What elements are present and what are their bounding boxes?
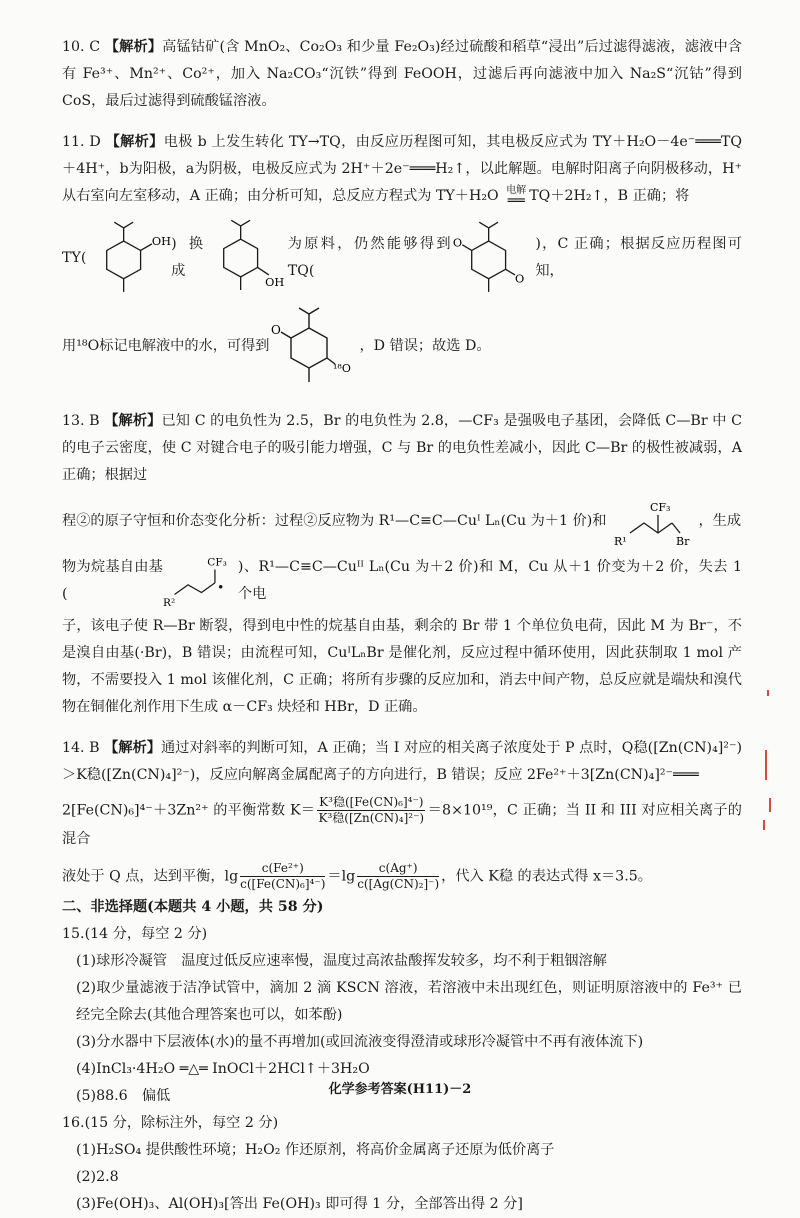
- question-number: 14. B: [62, 740, 100, 756]
- svg-text:CF₃: CF₃: [207, 556, 227, 569]
- answer-text: 电极 b 上发生转化 TY→TQ，由反应历程图可知，其电极反应式为 TY＋H₂O－4e⁻═══TQ＋4H⁺，b为阳极，a为阴极，电极反应式为 2H⁺＋2e⁻═══H₂↑，以此解题。电解时阳离子向阴极移动，H⁺从右室向左室移动，A 正确；由分析可知，总反应方程式为 TY＋H₂O: [62, 134, 742, 204]
- answer-line: (4)InCl₃·4H₂O ═△═ InOCl＋2HCl↑＋3H₂O: [76, 1061, 370, 1077]
- analysis-tag: 【解析】: [105, 134, 164, 150]
- question-number: 10. C: [62, 39, 101, 55]
- answer-14: 14. B 【解析】通过对斜率的判断可知，A 正确；当 I 对应的相关离子浓度处于 P 点时，Q稳([Zn(CN)₄]²⁻)＞K稳([Zn(CN)₄]²⁻)，反应向解离金属配离子的方向进行，B 错误；反应 2Fe²⁺＋3[Zn(CN)₄]²⁻═══ 2[Fe(CN)₆]⁴⁻＋3Zn²⁺ 的平衡常数 K＝ $\frac{\text{K³稳([Fe(CN)₆]⁴⁻)}}{\text{K³稳([Zn(CN)₄]²⁻)}}$ ＝8×10¹⁹，C 正确；当 II 和 III 对应相关离子的混合 液处于 Q 点，达到平衡，lg $\frac{\text{c(Fe²⁺)}}{\text{c([Fe(CN)₆]⁴⁻)}}$ ＝lg $\frac{c(Ag^+)}{\text{c([Ag(CN)₂]⁻)}}$ ，代入 K稳 的表达式得 x＝3.5。: [62, 740, 743, 891]
- fe-ratio-fraction: $\frac{\text{c(Fe²⁺)}}{\text{c([Fe(CN)₆]⁴⁻)}}$: [240, 861, 326, 891]
- answer-10: [62, 34, 742, 115]
- molecule-row: 程②的原子守恒和价态变化分析：过程②反应物为 R¹—C≡C—Cuᴵ Lₙ(Cu 为＋1 价)和 CF₃ R¹ Br ，生成: [62, 493, 742, 549]
- answer-line: (3)Fe(OH)₃、Al(OH)₃[答出 Fe(OH)₃ 即可得 1 分，全部答出得 2 分]: [76, 1196, 523, 1212]
- answer-page: [62, 34, 742, 1218]
- analysis-tag: 【解析】: [104, 413, 162, 429]
- alkyl-radical-molecule: [163, 553, 238, 609]
- answer-text: 通过对斜率的判断可知，A 正确；当 I 对应的相关离子浓度处于 P 点时，Q稳([Zn(CN)₄]²⁻)＞K稳([Zn(CN)₄]²⁻)，反应向解离金属配离子的方向进行，B 错误；反应 2Fe²⁺＋3[Zn(CN)₄]²⁻═══: [62, 740, 743, 783]
- page-footer: 化学参考答案(H11)－2: [328, 1082, 472, 1097]
- ty-molecule: [86, 218, 171, 298]
- svg-text:OH: OH: [152, 234, 172, 248]
- answer-11: [62, 129, 742, 386]
- question-number: 11. D: [62, 134, 101, 150]
- answer-13: [62, 408, 742, 721]
- question-number: 13. B: [62, 413, 100, 429]
- analysis-tag: 【解析】: [104, 740, 162, 756]
- answer-line: (2)取少量滤液于洁净试管中，滴加 2 滴 KSCN 溶液，若溶液中未出现红色，则证明原溶液中的 Fe³⁺ 已经完全除去(其他合理答案也可以，如苯酚): [76, 980, 742, 1023]
- labeled-tq-molecule: [269, 306, 359, 386]
- answer-line: (1)H₂SO₄ 提供酸性环境；H₂O₂ 作还原剂，将高价金属离子还原为低价离子: [76, 1142, 555, 1158]
- molecule-row: TY( OH )换成 OH 为原料，仍然能够得到 TQ( O O )，C 正确；根据反应历程图可知，: [62, 218, 742, 298]
- isomer-molecule: [203, 218, 288, 298]
- answer-text: 高锰钴矿(含 MnO₂、Co₂O₃ 和少量 Fe₂O₃)经过硫酸和稻草“浸出”后过滤得滤液，滤液中含有 Fe³⁺、Mn²⁺、Co²⁺，加入 Na₂CO₃“沉铁”得到 FeOOH，过滤后再向滤液中加入 Na₂S“沉钴”得到 CoS，最后过滤得到硫酸锰溶液。: [62, 39, 742, 109]
- svg-text:Br: Br: [676, 535, 690, 548]
- answer-16: [62, 1110, 742, 1218]
- analysis-tag: 【解析】: [104, 39, 163, 55]
- question-head: 15.(14 分，每空 2 分): [62, 926, 208, 942]
- equilibrium-constant-fraction: $\frac{\text{K³稳([Fe(CN)₆]⁴⁻)}}{\text{K³稳([Zn(CN)₄]²⁻)}}$: [318, 795, 425, 825]
- answer-line: (3)分水器中下层液体(水)的量不再增加(或回流液变得澄清或球形冷凝管中不再有液体流下): [76, 1034, 644, 1050]
- margin-red-marks: [760, 680, 780, 840]
- svg-text:R²: R²: [162, 597, 176, 609]
- svg-text:CF₃: CF₃: [650, 501, 671, 514]
- svg-text:R¹: R¹: [614, 535, 628, 548]
- answer-text: TQ＋2H₂↑，B 正确；将: [529, 188, 690, 204]
- ag-ratio-fraction: $\frac{c(Ag^+)}{\text{c([Ag(CN)₂]⁻)}}$: [357, 861, 440, 891]
- svg-text:O: O: [452, 236, 462, 250]
- svg-text:O: O: [514, 272, 524, 286]
- molecule-row: 物为烷基自由基( CF₃ R² )、R¹—C≡C—Cuᴵᴵ Lₙ(Cu 为＋2 价)和 M，Cu 从＋1 价变为＋2 价，失去 1 个电: [62, 553, 742, 609]
- svg-text:O: O: [271, 323, 282, 337]
- answer-line: (1)球形冷凝管 温度过低反应速率慢，温度过高浓盐酸挥发较多，均不利于粗铟溶解: [76, 953, 607, 969]
- svg-text:¹⁸O: ¹⁸O: [333, 362, 352, 375]
- molecule-row: 用¹⁸O标记电解液中的水，可得到 O ¹⁸O ，D 错误；故选 D。: [62, 306, 742, 386]
- svg-text:OH: OH: [265, 276, 285, 290]
- answer-line: (5)88.6 偏低: [76, 1088, 171, 1104]
- answer-text: 子，该电子使 R—Br 断裂，得到电中性的烷基自由基，剩余的 Br 带 1 个单位负电荷，因此 M 为 Br⁻，不是溴自由基(·Br)，B 错误；由流程可知，CuᴵLₙBr 是催化剂，反应过程中循环使用，因此获制取 1 mol 产物，不需要投入 1 mol 该催化剂，C 正确；将所有步骤的反应加和，消去中间产物，总反应就是端炔和溴代物在铜催化剂作用下生成 α－CF₃ 炔烃和 HBr，D 正确。: [62, 618, 742, 715]
- answer-text: 已知 C 的电负性为 2.5，Br 的电负性为 2.8，—CF₃ 是强吸电子基团，会降低 C—Br 中 C 的电子云密度，使 C 对键合电子的吸引能力增强，C 与 Br 的电负性差减小，因此 C—Br 的极性被减弱，A 正确；根据过: [62, 413, 742, 483]
- section-heading: 二、非选择题(本题共 4 小题，共 58 分): [62, 899, 324, 915]
- answer-line: (2)2.8: [76, 1169, 119, 1185]
- electrolysis-arrow: 电解 ══: [506, 185, 527, 209]
- tq-molecule: [451, 218, 536, 298]
- question-head: 16.(15 分，除标注外，每空 2 分): [62, 1115, 279, 1131]
- bromide-molecule: [614, 493, 698, 549]
